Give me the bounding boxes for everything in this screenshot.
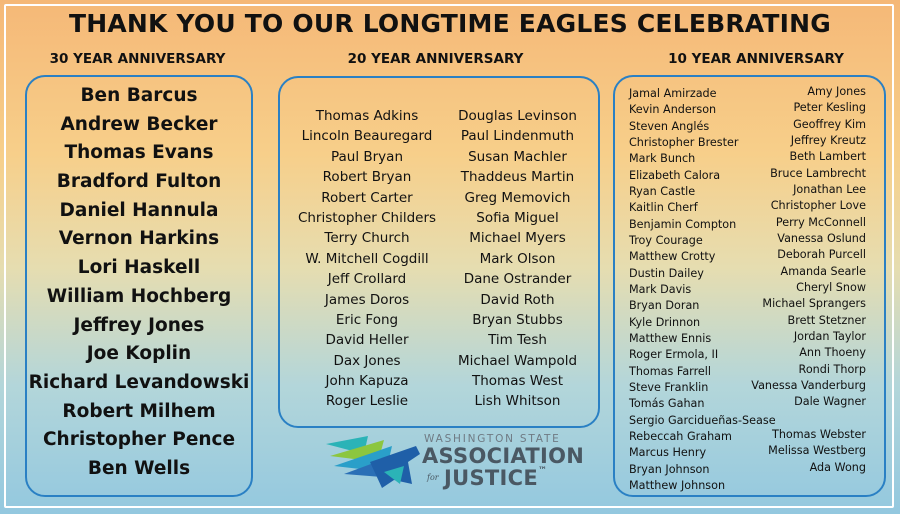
list-30-year bbox=[14, 82, 264, 484]
list-item: Lori Haskell bbox=[77, 257, 201, 279]
logo-for: for bbox=[427, 473, 439, 482]
list-item: Steve Franklin bbox=[629, 380, 709, 394]
list-item: Richard Levandowski bbox=[28, 371, 250, 393]
list-item: Cheryl Snow bbox=[796, 280, 866, 294]
list-item: Deborah Purcell bbox=[777, 248, 866, 262]
list-item: Dane Ostrander bbox=[463, 271, 572, 288]
list-item: Thomas Evans bbox=[64, 142, 214, 164]
list-item: David Roth bbox=[480, 291, 555, 308]
list-item: Jeffrey Jones bbox=[73, 314, 205, 336]
list-item: Roger Ermola, II bbox=[629, 348, 719, 362]
list-item: Ryan Castle bbox=[629, 184, 696, 198]
list-item: Thomas Farrell bbox=[629, 364, 712, 378]
heading-10-year: 10 YEAR ANNIVERSARY bbox=[668, 51, 844, 67]
list-item: Rondi Thorp bbox=[798, 362, 866, 376]
list-item: Roger Leslie bbox=[325, 393, 409, 410]
logo-line-3 bbox=[444, 466, 547, 490]
list-item: Mark Olson bbox=[479, 250, 556, 267]
list-item: Christopher Childers bbox=[297, 209, 437, 226]
list-item: Melissa Westberg bbox=[768, 444, 866, 458]
list-item: Greg Memovich bbox=[464, 189, 571, 206]
list-item: Thomas Adkins bbox=[315, 108, 419, 124]
list-item: Troy Courage bbox=[629, 233, 703, 247]
list-item: Lish Whitson bbox=[474, 393, 561, 410]
heading-20-year: 20 YEAR ANNIVERSARY bbox=[347, 51, 524, 67]
list-item: Kyle Drinnon bbox=[629, 315, 701, 329]
list-item: Tomás Gahan bbox=[629, 397, 705, 411]
logo-line-1: WASHINGTON STATE bbox=[424, 433, 561, 445]
list-item: Kevin Anderson bbox=[629, 103, 717, 117]
list-item: Amy Jones bbox=[807, 85, 866, 98]
list-item: Geoffrey Kim bbox=[793, 117, 866, 131]
list-item: Michael Sprangers bbox=[762, 297, 866, 311]
list-item: David Heller bbox=[325, 332, 409, 349]
logo-justice: JUSTICE bbox=[444, 466, 538, 490]
list-item: Paul Bryan bbox=[330, 148, 404, 165]
list-item: Bruce Lambrecht bbox=[770, 166, 866, 180]
list-item: Jamal Amirzade bbox=[629, 87, 717, 100]
list-item: James Doros bbox=[324, 291, 410, 308]
list-item: Eric Fong bbox=[335, 311, 399, 328]
list-item: Jordan Taylor bbox=[793, 329, 866, 343]
list-item: Thomas West bbox=[472, 373, 563, 390]
list-item: Kaitlin Cherf bbox=[629, 201, 698, 215]
list-item: Bryan Doran bbox=[629, 299, 700, 313]
list-item: Paul Lindenmuth bbox=[460, 128, 575, 145]
list-item: Ben Barcus bbox=[80, 85, 198, 106]
list-item: Thomas Webster bbox=[772, 427, 866, 441]
list-item: Perry McConnell bbox=[775, 215, 866, 229]
list-item: W. Mitchell Cogdill bbox=[305, 250, 429, 267]
list-item-spacer bbox=[706, 411, 866, 427]
list-item: Terry Church bbox=[324, 230, 410, 247]
list-item: Dax Jones bbox=[333, 352, 401, 369]
list-10-year-right bbox=[706, 84, 866, 476]
list-item: Marcus Henry bbox=[629, 446, 707, 460]
list-item: Peter Kesling bbox=[793, 101, 866, 115]
list-item: John Kapuza bbox=[325, 373, 409, 390]
list-item: Ben Wells bbox=[87, 457, 191, 479]
list-item: Lincoln Beauregard bbox=[301, 128, 433, 145]
list-item: Robert Milhem bbox=[62, 400, 216, 422]
list-item: Bryan Stubbs bbox=[472, 311, 563, 328]
banner-title: THANK YOU TO OUR LONGTIME EAGLES CELEBRATING bbox=[68, 9, 832, 38]
list-item: Rebeccah Graham bbox=[629, 429, 732, 443]
list-item: Dale Wagner bbox=[794, 395, 866, 409]
list-item: Ann Thoeny bbox=[799, 346, 866, 360]
logo-line-2: ASSOCIATION bbox=[422, 444, 585, 468]
list-item: Robert Carter bbox=[321, 189, 413, 206]
list-item: Steven Anglés bbox=[629, 119, 710, 133]
list-item: Matthew Crotty bbox=[629, 250, 716, 264]
wsaj-logo bbox=[324, 432, 585, 494]
list-item: Daniel Hannula bbox=[59, 199, 219, 221]
eagle-icon bbox=[324, 432, 424, 494]
list-item: Amanda Searle bbox=[780, 264, 866, 278]
list-item: William Hochberg bbox=[46, 285, 232, 307]
list-item: Robert Bryan bbox=[322, 169, 412, 186]
list-item: Michael Wampold bbox=[457, 352, 578, 369]
list-item: Vernon Harkins bbox=[58, 228, 220, 250]
list-item: Michael Myers bbox=[469, 230, 566, 247]
list-item: Bryan Johnson bbox=[629, 462, 710, 476]
list-item: Christopher Brester bbox=[629, 135, 739, 149]
list-item: Brett Stetzner bbox=[787, 313, 866, 327]
list-item: Tim Tesh bbox=[488, 332, 547, 349]
list-item: Elizabeth Calora bbox=[629, 168, 721, 182]
list-20-year-left bbox=[282, 106, 452, 412]
list-item: Sergio Garcidueñas-Sease bbox=[629, 413, 776, 427]
list-item: Jeffrey Kreutz bbox=[790, 133, 866, 147]
list-item: Vanessa Vanderburg bbox=[751, 378, 866, 392]
logo-trademark: ™ bbox=[538, 466, 548, 476]
list-item: Christopher Pence bbox=[42, 429, 236, 451]
list-item: Matthew Ennis bbox=[629, 331, 712, 345]
list-item: Dustin Dailey bbox=[629, 266, 704, 280]
list-item: Andrew Becker bbox=[60, 113, 218, 135]
list-item: Jonathan Lee bbox=[793, 182, 866, 196]
list-item: Mark Davis bbox=[629, 282, 692, 296]
list-item: Bradford Fulton bbox=[56, 171, 222, 193]
list-item: Vanessa Oslund bbox=[777, 231, 866, 245]
list-item: Douglas Levinson bbox=[458, 108, 577, 124]
list-item: Thaddeus Martin bbox=[460, 169, 575, 186]
list-item: Joe Koplin bbox=[86, 343, 192, 365]
list-item: Jeff Crollard bbox=[327, 271, 407, 288]
list-item: Benjamin Compton bbox=[629, 217, 737, 231]
list-item: Beth Lambert bbox=[789, 150, 866, 164]
list-item: Susan Machler bbox=[468, 148, 567, 165]
list-item: Mark Bunch bbox=[629, 152, 696, 166]
list-item: Ada Wong bbox=[809, 460, 866, 474]
heading-30-year: 30 YEAR ANNIVERSARY bbox=[49, 51, 226, 67]
list-item: Sofia Miguel bbox=[476, 209, 559, 226]
list-item: Matthew Johnson bbox=[629, 478, 726, 492]
list-20-year-right bbox=[440, 106, 595, 412]
list-item: Christopher Love bbox=[770, 199, 866, 213]
